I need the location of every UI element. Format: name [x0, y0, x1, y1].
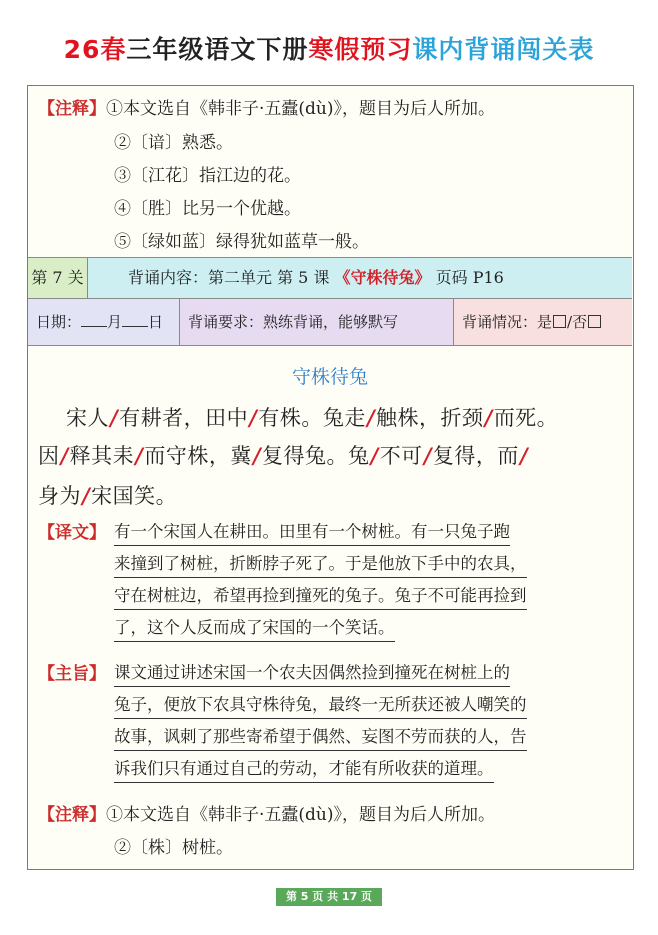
no-checkbox[interactable] — [588, 315, 601, 328]
bottom-note-item: ①本文选自《韩非子·五蠹(dù)》，题目为后人所加。 — [106, 805, 495, 825]
top-notes-tag: 【注释】 — [38, 99, 106, 119]
lesson-content-prefix: 背诵内容：第二单元 第 5 课 — [128, 268, 335, 287]
lesson-page: 页码 P16 — [430, 268, 504, 287]
title-subject: 三年级语文下册 — [126, 35, 309, 64]
poem-segment: 有株。兔走 — [258, 406, 366, 430]
poem-line-2 — [38, 440, 529, 470]
pause-mark: / — [252, 443, 262, 468]
level-label: 第 7 关 — [28, 258, 88, 298]
theme-line: 故事，讽刺了那些寄希望于偶然、妄图不劳而获的人，告 — [114, 723, 527, 751]
pause-mark: / — [135, 443, 144, 468]
date-cell — [28, 299, 180, 345]
top-notes-line-1 — [38, 94, 495, 119]
month-label: 月 — [107, 313, 123, 331]
pause-mark: / — [366, 405, 376, 430]
translation-tag-text: 【译文】 — [38, 523, 106, 543]
translation-line: 守在树桩边，希望再捡到撞死的兔子。兔子不可能再捡到 — [114, 582, 527, 610]
pause-mark: / — [82, 483, 91, 508]
theme-tag-text: 【主旨】 — [38, 664, 106, 684]
status-label: 背诵情况：是 — [462, 313, 553, 331]
page-number-badge: 第 5 页 共 17 页 — [276, 888, 382, 906]
poem-segment: 而守株，冀 — [144, 444, 252, 468]
top-note-item: ⑤〔绿如蓝〕绿得犹如蓝草一般。 — [114, 232, 369, 252]
title-table-name: 课内背诵闯关表 — [412, 35, 595, 64]
poem-segment: 不可 — [379, 444, 423, 468]
pause-mark: / — [249, 405, 258, 430]
pause-mark: / — [484, 405, 493, 430]
top-note-item: ②〔谙〕熟悉。 — [114, 133, 233, 153]
pause-mark: / — [423, 443, 432, 468]
bottom-notes-line-1 — [38, 800, 495, 825]
poem-line-1 — [66, 402, 558, 432]
bottom-notes-tag: 【注释】 — [38, 805, 106, 825]
requirement-cell: 背诵要求：熟练背诵，能够默写 — [180, 299, 454, 345]
theme-line: 课文通过讲述宋国一个农夫因偶然捡到撞死在树桩上的 — [114, 659, 510, 687]
poem-segment: 触株，折颈 — [376, 406, 484, 430]
lesson-content — [128, 258, 504, 298]
date-label: 日期： — [36, 313, 82, 331]
pause-mark: / — [370, 443, 379, 468]
page-title — [0, 30, 658, 66]
day-blank[interactable] — [122, 312, 148, 327]
status-cell — [454, 299, 632, 345]
month-blank[interactable] — [81, 312, 107, 327]
worksheet — [27, 85, 634, 870]
poem-line-3 — [38, 480, 177, 510]
requirement-row — [28, 299, 632, 346]
status-no-label: /否 — [567, 313, 588, 331]
title-grade-number: 26 — [63, 35, 101, 64]
translation-line: 来撞到了树桩，折断脖子死了。于是他放下手中的农具， — [114, 550, 527, 578]
poem-segment: 有耕者，田中 — [119, 406, 249, 430]
title-holiday: 寒假预习 — [308, 35, 413, 64]
theme-line: 兔子，便放下农具守株待兔，最终一无所获还被人嘲笑的 — [114, 691, 527, 719]
poem-segment: 而死。 — [493, 406, 559, 430]
bottom-note-item: ②〔株〕树桩。 — [114, 838, 233, 858]
translation-line: 了，这个人反而成了宋国的一个笑话。 — [114, 614, 395, 642]
poem-segment: 释其耒 — [69, 444, 135, 468]
poem-segment: 宋国笑。 — [91, 484, 178, 508]
poem-segment: 因 — [38, 444, 60, 468]
pause-mark: / — [519, 443, 529, 468]
top-notes-section — [28, 86, 632, 257]
lesson-title: 《守株待兔》 — [334, 268, 431, 287]
day-label: 日 — [148, 313, 164, 331]
poem-title: 守株待兔 — [291, 366, 368, 388]
top-note-item: ③〔江花〕指江边的花。 — [114, 166, 301, 186]
poem-segment: 身为 — [38, 484, 81, 508]
translation-line: 有一个宋国人在耕田。田里有一个树桩。有一只兔子跑 — [114, 518, 510, 546]
poem-segment: 宋人 — [66, 406, 109, 430]
poem-segment: 复得兔。兔 — [262, 444, 370, 468]
translation-tag — [38, 518, 106, 543]
yes-checkbox[interactable] — [553, 315, 566, 328]
title-season: 春 — [100, 35, 127, 64]
theme-tag — [38, 659, 106, 684]
pause-mark: / — [60, 443, 69, 468]
top-note-item: ①本文选自《韩非子·五蠹(dù)》，题目为后人所加。 — [106, 99, 495, 119]
top-note-item: ④〔胜〕比另一个优越。 — [114, 199, 301, 219]
poem-segment: 复得，而 — [432, 444, 519, 468]
pause-mark: / — [110, 405, 119, 430]
lesson-row — [28, 257, 632, 299]
theme-line: 诉我们只有通过自己的劳动，才能有所收获的道理。 — [114, 755, 494, 783]
